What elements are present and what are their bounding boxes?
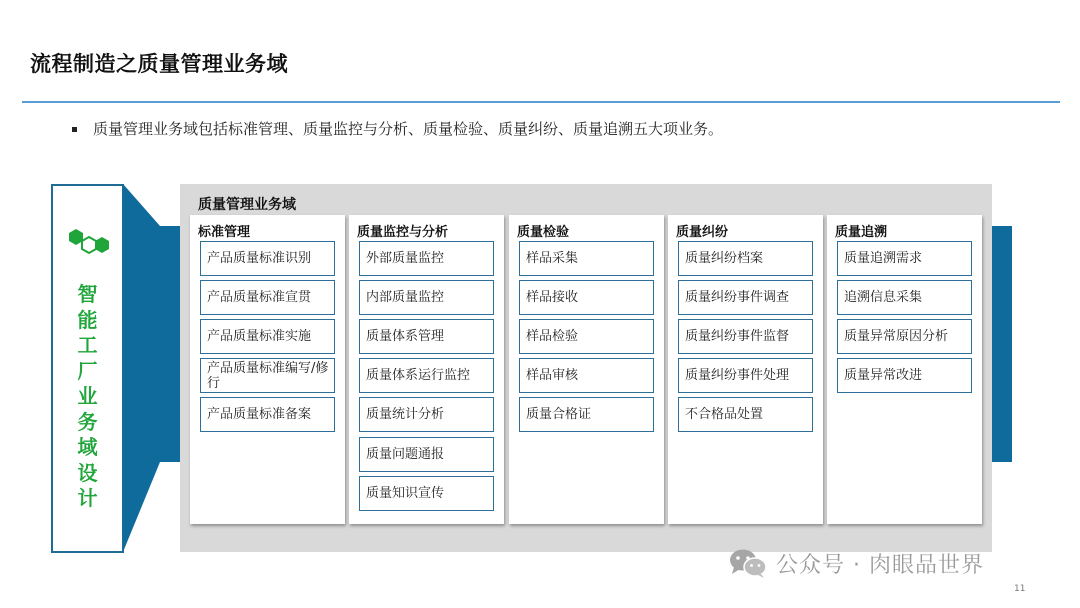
business-item: 质量异常改进 (837, 358, 972, 393)
business-item: 质量问题通报 (359, 437, 494, 472)
business-item: 质量纠纷事件处理 (678, 358, 813, 393)
business-item: 质量体系管理 (359, 319, 494, 354)
column-1 (190, 215, 345, 524)
side-label-char: 厂 (77, 358, 98, 383)
side-label-char: 能 (77, 307, 98, 332)
side-label-char: 域 (77, 435, 98, 459)
business-item: 样品采集 (519, 241, 654, 276)
side-label-char: 智 (77, 282, 98, 306)
wechat-icon (728, 547, 768, 579)
business-item: 质量异常原因分析 (837, 319, 972, 354)
side-label-panel (51, 184, 124, 553)
business-item: 产品质量标准备案 (200, 397, 335, 432)
side-label-char: 计 (77, 486, 98, 510)
summary-text: 质量管理业务域包括标准管理、质量监控与分析、质量检验、质量纠纷、质量追溯五大项业务。 (93, 120, 724, 138)
business-item: 产品质量标准宣贯 (200, 280, 335, 315)
column-title: 质量纠纷 (676, 225, 729, 240)
business-item: 质量统计分析 (359, 397, 494, 432)
business-item: 样品审核 (519, 358, 654, 393)
business-item: 外部质量监控 (359, 241, 494, 276)
business-item: 质量合格证 (519, 397, 654, 432)
business-item: 质量追溯需求 (837, 241, 972, 276)
page-title: 流程制造之质量管理业务域 (30, 52, 288, 76)
business-item: 追溯信息采集 (837, 280, 972, 315)
watermark-text: 公众号 · 肉眼品世界 (776, 552, 984, 578)
side-label-char: 设 (77, 460, 98, 485)
column-title: 质量追溯 (835, 225, 888, 240)
watermark (728, 547, 984, 579)
domain-title: 质量管理业务域 (198, 197, 296, 213)
column-2 (349, 215, 504, 524)
business-item: 质量体系运行监控 (359, 358, 494, 393)
business-item: 质量纠纷档案 (678, 241, 813, 276)
business-item: 不合格品处置 (678, 397, 813, 432)
column-4 (668, 215, 823, 524)
column-title: 质量监控与分析 (357, 225, 449, 240)
business-item: 样品检验 (519, 319, 654, 354)
business-item: 质量纠纷事件监督 (678, 319, 813, 354)
page-number: 11 (1014, 584, 1026, 594)
column-3 (509, 215, 664, 524)
business-item: 质量纠纷事件调查 (678, 280, 813, 315)
business-item: 产品质量标准编写/修行 (200, 358, 335, 393)
side-label-text (53, 282, 122, 512)
summary-bullet (72, 118, 723, 139)
column-title: 标准管理 (198, 225, 251, 240)
right-accent-bar (992, 226, 1012, 462)
left-accent-bar (160, 226, 180, 462)
business-item: 样品接收 (519, 280, 654, 315)
column-title: 质量检验 (517, 225, 570, 240)
business-item: 质量知识宣传 (359, 476, 494, 511)
column-5 (827, 215, 982, 524)
hexagon-logo-icon (67, 228, 111, 256)
side-label-char: 务 (77, 409, 98, 434)
title-divider (22, 101, 1060, 103)
side-label-char: 工 (77, 333, 98, 357)
business-item: 内部质量监控 (359, 280, 494, 315)
bullet-square-icon (72, 127, 77, 132)
business-item: 产品质量标准实施 (200, 319, 335, 354)
business-item: 产品质量标准识别 (200, 241, 335, 276)
side-label-char: 业 (77, 384, 98, 408)
